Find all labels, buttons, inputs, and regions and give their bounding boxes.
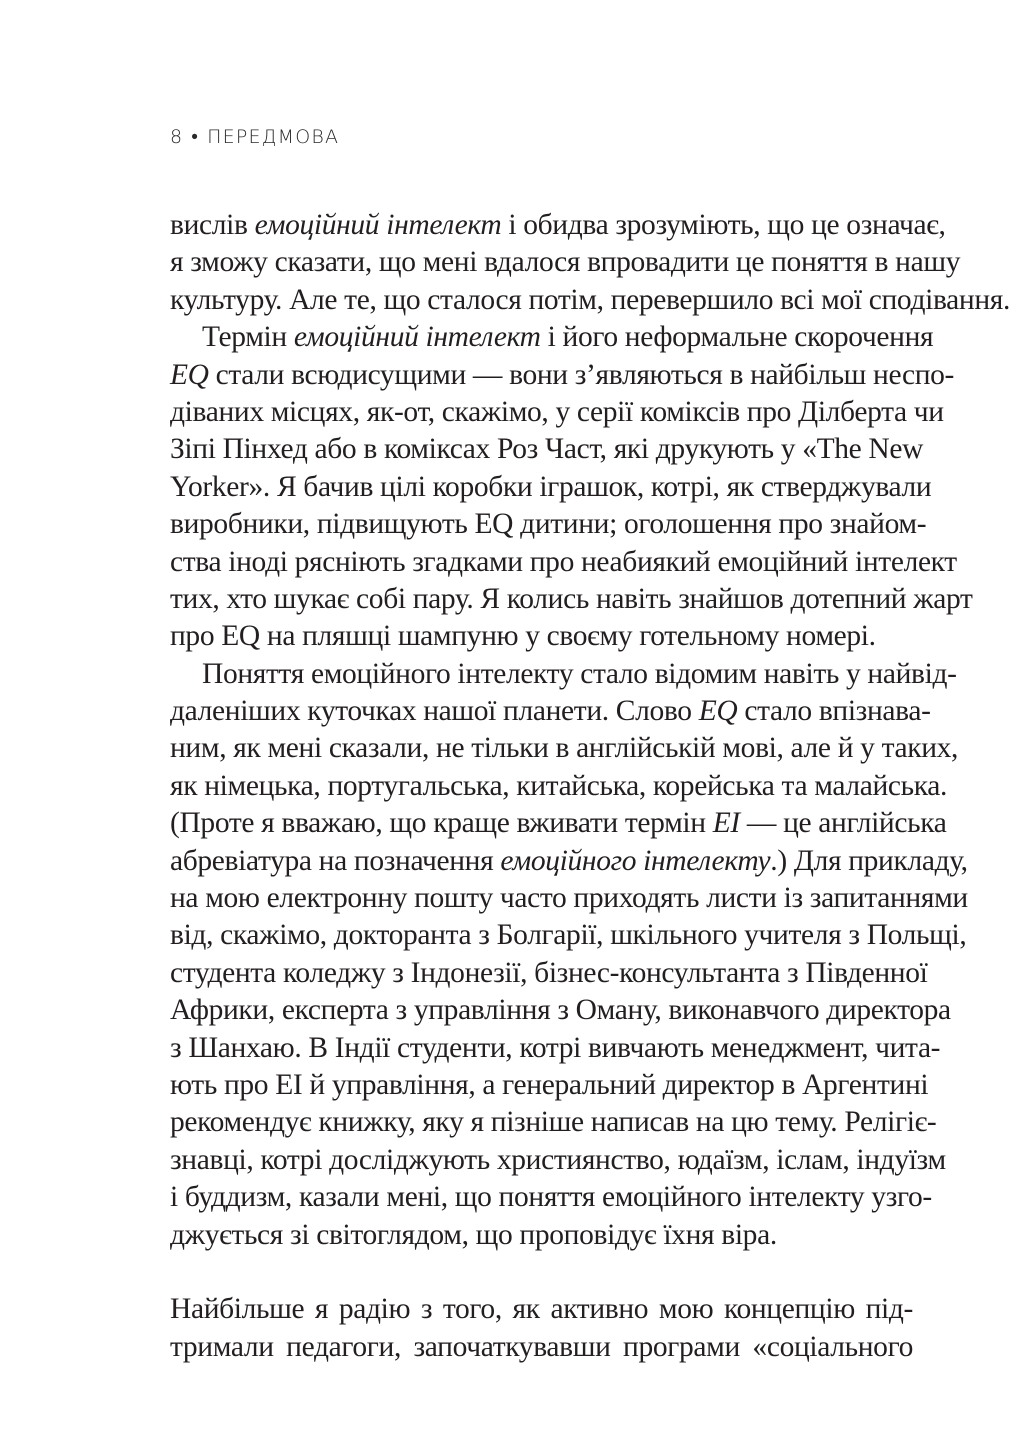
text-line <box>170 244 961 281</box>
text-run: культуру. Але те, що сталося потім, перевершило всі мої сподівання. <box>170 283 1011 316</box>
text-line <box>170 955 928 992</box>
section-break <box>170 1254 913 1291</box>
text-run: і обидва зрозуміють, що це означає, <box>501 209 946 241</box>
text-run: даленіших куточках нашої планети. Слово <box>170 695 699 728</box>
text-line <box>170 843 968 880</box>
text-line <box>170 618 913 655</box>
text-line <box>170 693 931 730</box>
text-run: Термін <box>202 321 294 354</box>
running-header <box>170 126 339 149</box>
text-run: як німецька, португальська, китайська, корейська та малайська. <box>170 769 948 802</box>
italic-term: емоційний інтелект <box>254 209 502 241</box>
text-run: вислів <box>170 209 255 241</box>
text-run: стало впізнава- <box>737 695 931 728</box>
text-run: (Проте я вважаю, що краще вживати термін <box>170 807 713 840</box>
text-line <box>170 282 1011 319</box>
text-run: виробники, підвищують EQ дитини; оголошення про знайом- <box>170 508 927 541</box>
text-line <box>170 1142 946 1179</box>
text-line <box>170 1104 937 1141</box>
text-run: Африки, експерта з управління з Оману, виконавчого директора <box>170 994 951 1027</box>
text-run: ства іноді рясніють згадками про неабиякий емоційний інтелект <box>170 545 957 578</box>
text-run: Поняття емоційного інтелекту стало відомим навіть у найвід- <box>202 657 957 690</box>
text-run: і його неформальне скорочення <box>540 321 934 354</box>
text-run: я зможу сказати, що мені вдалося впровадити це поняття в нашу <box>170 246 961 279</box>
text-line <box>170 730 959 767</box>
text-run: діваних місцях, як-от, скажімо, у серії коміксів про Ділберта чи <box>170 395 944 428</box>
paragraph-p4 <box>170 1291 913 1366</box>
text-line <box>170 506 927 543</box>
text-line <box>170 805 947 842</box>
text-run: стали всюдисущими — вони з’являються в найбільш неспо- <box>208 358 955 391</box>
text-line <box>170 917 967 954</box>
text-run: на мою електронну пошту часто приходять листи із запитаннями <box>170 882 968 915</box>
text-line <box>170 431 924 468</box>
text-line <box>170 1067 929 1104</box>
text-line <box>170 581 973 618</box>
text-run: тих, хто шукає собі пару. Я колись навіть знайшов дотепний жарт <box>170 582 973 615</box>
text-run: Yorker». Я бачив цілі коробки іграшок, котрі, як стверджували <box>170 470 932 503</box>
text-run: джується зі світоглядом, що проповідує їхня віра. <box>170 1218 777 1251</box>
italic-term: емоційний інтелект <box>293 321 541 354</box>
text-line <box>170 880 968 917</box>
paragraph-p1 <box>170 207 1011 319</box>
italic-term: емоційного інтелекту <box>500 844 771 877</box>
text-line <box>170 1329 913 1366</box>
text-run: ним, як мені сказали, не тільки в англійській мові, але й у таких, <box>170 732 959 765</box>
text-run: від, скажімо, докторанта з Болгарії, шкільного учителя з Польщі, <box>170 919 967 952</box>
text-run: з Шанхаю. В Індії студенти, котрі вивчають менеджмент, чита- <box>170 1031 941 1064</box>
text-run: абревіатура на позначення <box>170 844 501 877</box>
text-line <box>170 1179 932 1216</box>
page-number: 8 <box>170 126 184 148</box>
text-line <box>170 992 951 1029</box>
paragraph-p2 <box>170 319 973 656</box>
paragraph-p3 <box>170 656 968 1254</box>
text-line <box>170 394 944 431</box>
text-line <box>170 1291 913 1328</box>
text-run: .) Для прикладу, <box>770 844 968 877</box>
text-line <box>170 656 957 693</box>
text-run: Найбільше я радію з того, як активно мою концепцію під- <box>170 1293 913 1326</box>
text-run: знавці, котрі досліджують християнство, юдаїзм, іслам, індуїзм <box>170 1143 946 1176</box>
header-separator: • <box>191 126 200 148</box>
italic-term: EQ <box>170 358 209 391</box>
text-run: тримали педагоги, започаткувавши програми «соціального <box>170 1330 913 1363</box>
text-line <box>170 1030 941 1067</box>
text-line <box>170 357 955 394</box>
text-run: студента коледжу з Індонезії, бізнес-консультанта з Південної <box>170 956 928 989</box>
text-line <box>170 544 957 581</box>
text-run: ють про EI й управління, а генеральний директор в Аргентині <box>170 1068 929 1101</box>
body-text <box>170 207 1011 1366</box>
text-run: і буддизм, казали мені, що поняття емоційного інтелекту узго- <box>170 1181 932 1214</box>
italic-term: EQ <box>698 695 738 728</box>
text-line <box>170 768 948 805</box>
text-run: Зіпі Пінхед або в коміксах Роз Част, які друкують у «The New <box>170 433 924 466</box>
text-run: про EQ на пляшці шампуню у своєму готельному номері. <box>170 620 876 653</box>
section-title: ПЕРЕДМОВА <box>207 126 340 148</box>
text-run: — це англійська <box>739 807 947 840</box>
text-line <box>170 1217 913 1254</box>
italic-term: EI <box>712 807 740 840</box>
text-line <box>170 469 932 506</box>
text-run: рекомендує книжку, яку я пізніше написав на цю тему. Релігіє- <box>170 1106 937 1139</box>
text-line <box>170 319 934 356</box>
text-line <box>170 207 946 244</box>
